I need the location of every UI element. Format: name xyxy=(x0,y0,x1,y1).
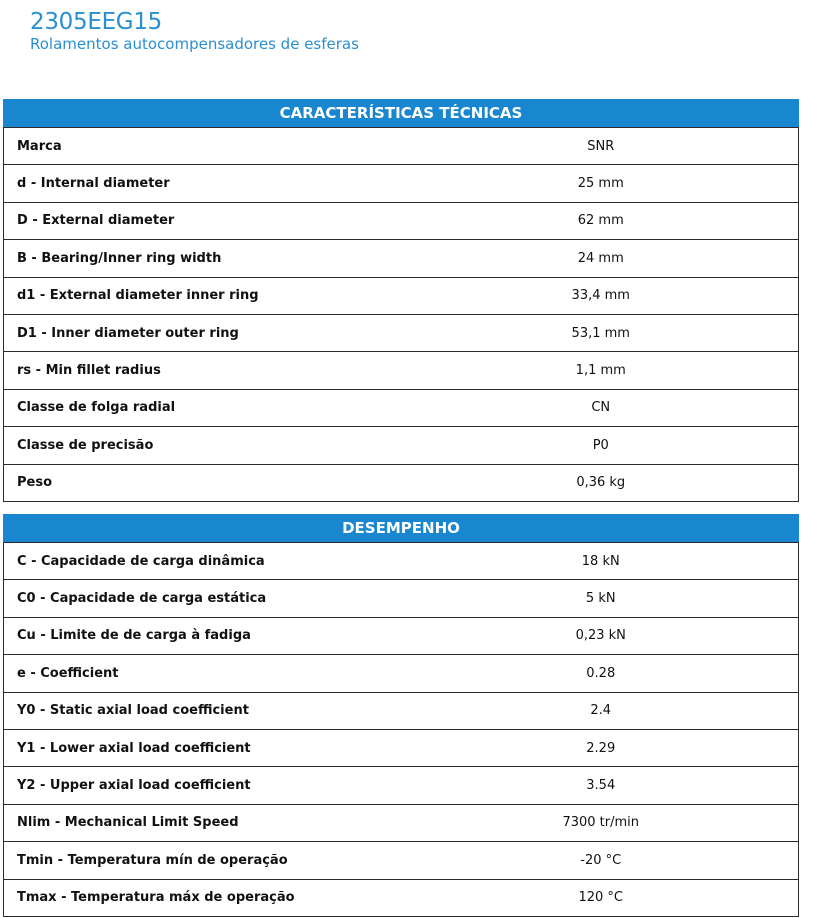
row-label: d1 - External diameter inner ring xyxy=(4,277,404,314)
table-row xyxy=(4,767,799,804)
table-row xyxy=(4,692,799,729)
technical-table xyxy=(3,127,799,502)
row-value: 25 mm xyxy=(404,165,799,202)
product-subtitle: Rolamentos autocompensadores de esferas xyxy=(30,35,359,53)
table-row xyxy=(4,729,799,766)
product-title: 2305EEG15 xyxy=(30,9,162,35)
row-value: 53,1 mm xyxy=(404,314,799,351)
row-label: Tmax - Temperatura máx de operação xyxy=(4,879,404,916)
row-value: 7300 tr/min xyxy=(404,804,799,841)
table-row xyxy=(4,389,799,426)
row-label: Tmin - Temperatura mín de operação xyxy=(4,842,404,879)
row-value: 0.28 xyxy=(404,655,799,692)
row-value: 120 °C xyxy=(404,879,799,916)
table-row xyxy=(4,879,799,916)
row-value: -20 °C xyxy=(404,842,799,879)
table-row xyxy=(4,804,799,841)
row-label: d - Internal diameter xyxy=(4,165,404,202)
row-label: e - Coefficient xyxy=(4,655,404,692)
row-value: 3.54 xyxy=(404,767,799,804)
table-row xyxy=(4,543,799,580)
row-label: Y2 - Upper axial load coefficient xyxy=(4,767,404,804)
table-row xyxy=(4,427,799,464)
row-label: D1 - Inner diameter outer ring xyxy=(4,314,404,351)
table-row xyxy=(4,240,799,277)
row-label: Y1 - Lower axial load coefficient xyxy=(4,729,404,766)
row-value: CN xyxy=(404,389,799,426)
row-label: Classe de folga radial xyxy=(4,389,404,426)
row-value: 5 kN xyxy=(404,580,799,617)
table-row xyxy=(4,580,799,617)
row-label: Cu - Limite de de carga à fadiga xyxy=(4,617,404,654)
performance-heading: DESEMPENHO xyxy=(3,514,799,542)
row-label: C0 - Capacidade de carga estática xyxy=(4,580,404,617)
table-row xyxy=(4,464,799,501)
table-row xyxy=(4,314,799,351)
technical-heading: CARACTERÍSTICAS TÉCNICAS xyxy=(3,99,799,127)
table-row xyxy=(4,842,799,879)
row-label: D - External diameter xyxy=(4,202,404,239)
row-value: 0,23 kN xyxy=(404,617,799,654)
row-value: 2.4 xyxy=(404,692,799,729)
row-value: 33,4 mm xyxy=(404,277,799,314)
table-row xyxy=(4,617,799,654)
row-value: P0 xyxy=(404,427,799,464)
technical-section xyxy=(3,99,799,502)
row-label: Marca xyxy=(4,128,404,165)
row-value: 62 mm xyxy=(404,202,799,239)
table-row xyxy=(4,655,799,692)
row-label: Nlim - Mechanical Limit Speed xyxy=(4,804,404,841)
performance-section xyxy=(3,514,799,917)
row-value: 24 mm xyxy=(404,240,799,277)
performance-table xyxy=(3,542,799,917)
row-label: B - Bearing/Inner ring width xyxy=(4,240,404,277)
row-label: C - Capacidade de carga dinâmica xyxy=(4,543,404,580)
row-value: 2.29 xyxy=(404,729,799,766)
table-row xyxy=(4,202,799,239)
row-label: Classe de precisão xyxy=(4,427,404,464)
row-label: Y0 - Static axial load coefficient xyxy=(4,692,404,729)
row-value: 0,36 kg xyxy=(404,464,799,501)
table-row xyxy=(4,277,799,314)
row-label: Peso xyxy=(4,464,404,501)
page-header xyxy=(30,8,359,53)
table-row xyxy=(4,165,799,202)
table-row xyxy=(4,128,799,165)
row-label: rs - Min fillet radius xyxy=(4,352,404,389)
row-value: 18 kN xyxy=(404,543,799,580)
row-value: 1,1 mm xyxy=(404,352,799,389)
table-row xyxy=(4,352,799,389)
row-value: SNR xyxy=(404,128,799,165)
